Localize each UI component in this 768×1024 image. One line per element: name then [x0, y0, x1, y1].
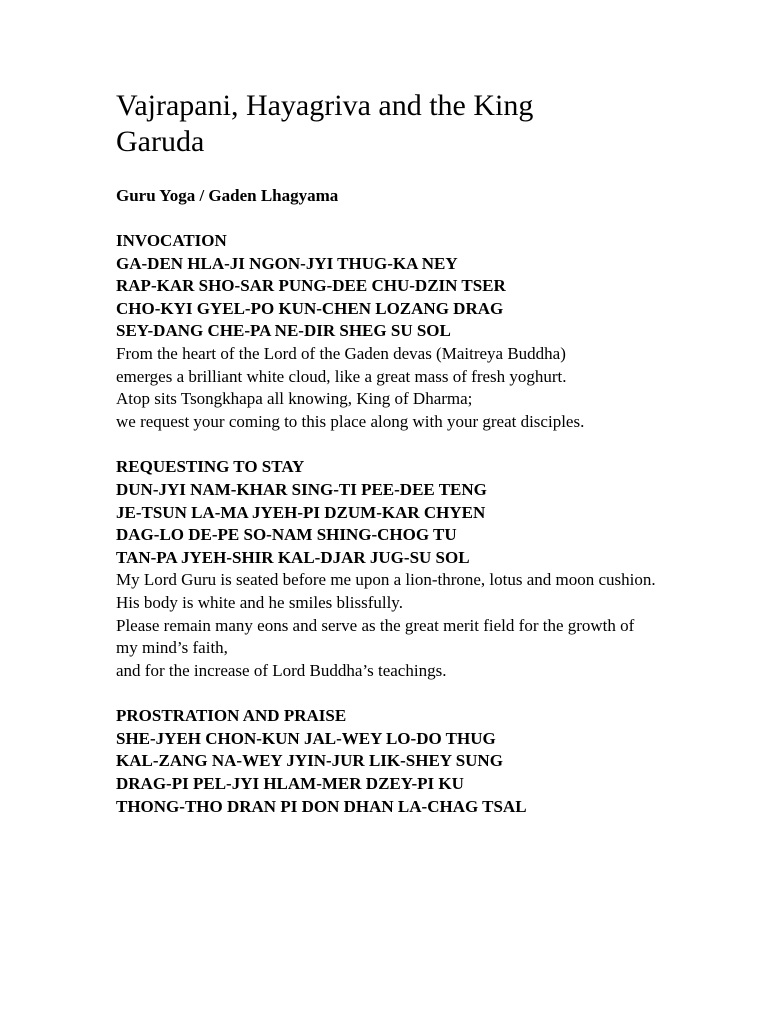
mantra-line: DRAG-PI PEL-JYI HLAM-MER DZEY-PI KU — [116, 774, 464, 794]
mantra-line: GA-DEN HLA-JI NGON-JYI THUG-KA NEY — [116, 253, 458, 273]
mantra-line: RAP-KAR SHO-SAR PUNG-DEE CHU-DZIN TSER — [116, 276, 506, 296]
translation-line: His body is white and he smiles blissfully. — [116, 592, 403, 612]
translation-line: Please remain many eons and serve as the great merit field for the growth of my mind’s faith, — [116, 615, 635, 658]
translation-line: emerges a brilliant white cloud, like a great mass of fresh yoghurt. — [116, 366, 567, 386]
section — [116, 230, 656, 433]
section — [116, 705, 656, 818]
section-heading: PROSTRATION AND PRAISE — [116, 706, 347, 726]
translation-line: From the heart of the Lord of the Gaden devas (Maitreya Buddha) — [116, 343, 566, 363]
mantra-line: TAN-PA JYEH-SHIR KAL-DJAR JUG-SU SOL — [116, 547, 470, 567]
mantra-line: CHO-KYI GYEL-PO KUN-CHEN LOZANG DRAG — [116, 298, 504, 318]
translation-line: and for the increase of Lord Buddha’s teachings. — [116, 660, 447, 680]
mantra-line: DAG-LO DE-PE SO-NAM SHING-CHOG TU — [116, 525, 457, 545]
mantra-line: THONG-THO DRAN PI DON DHAN LA-CHAG TSAL — [116, 796, 527, 816]
translation-line: Atop sits Tsongkhapa all knowing, King of Dharma; — [116, 389, 473, 409]
mantra-line: KAL-ZANG NA-WEY JYIN-JUR LIK-SHEY SUNG — [116, 751, 503, 771]
sections-container — [116, 230, 656, 818]
translation-line: My Lord Guru is seated before me upon a lion-throne, lotus and moon cushion. — [116, 570, 656, 590]
section-heading: INVOCATION — [116, 231, 227, 250]
mantra-line: SHE-JYEH CHON-KUN JAL-WEY LO-DO THUG — [116, 728, 496, 748]
mantra-line: DUN-JYI NAM-KHAR SING-TI PEE-DEE TENG — [116, 479, 487, 499]
section — [116, 456, 656, 682]
mantra-line: SEY-DANG CHE-PA NE-DIR SHEG SU SOL — [116, 321, 451, 341]
document-page — [116, 88, 656, 818]
mantra-line: JE-TSUN LA-MA JYEH-PI DZUM-KAR CHYEN — [116, 502, 486, 522]
section-heading: REQUESTING TO STAY — [116, 457, 305, 477]
document-title: Vajrapani, Hayagriva and the King Garuda — [116, 89, 534, 158]
document-subtitle: Guru Yoga / Gaden Lhagyama — [116, 186, 339, 205]
translation-line: we request your coming to this place along with your great disciples. — [116, 411, 585, 431]
